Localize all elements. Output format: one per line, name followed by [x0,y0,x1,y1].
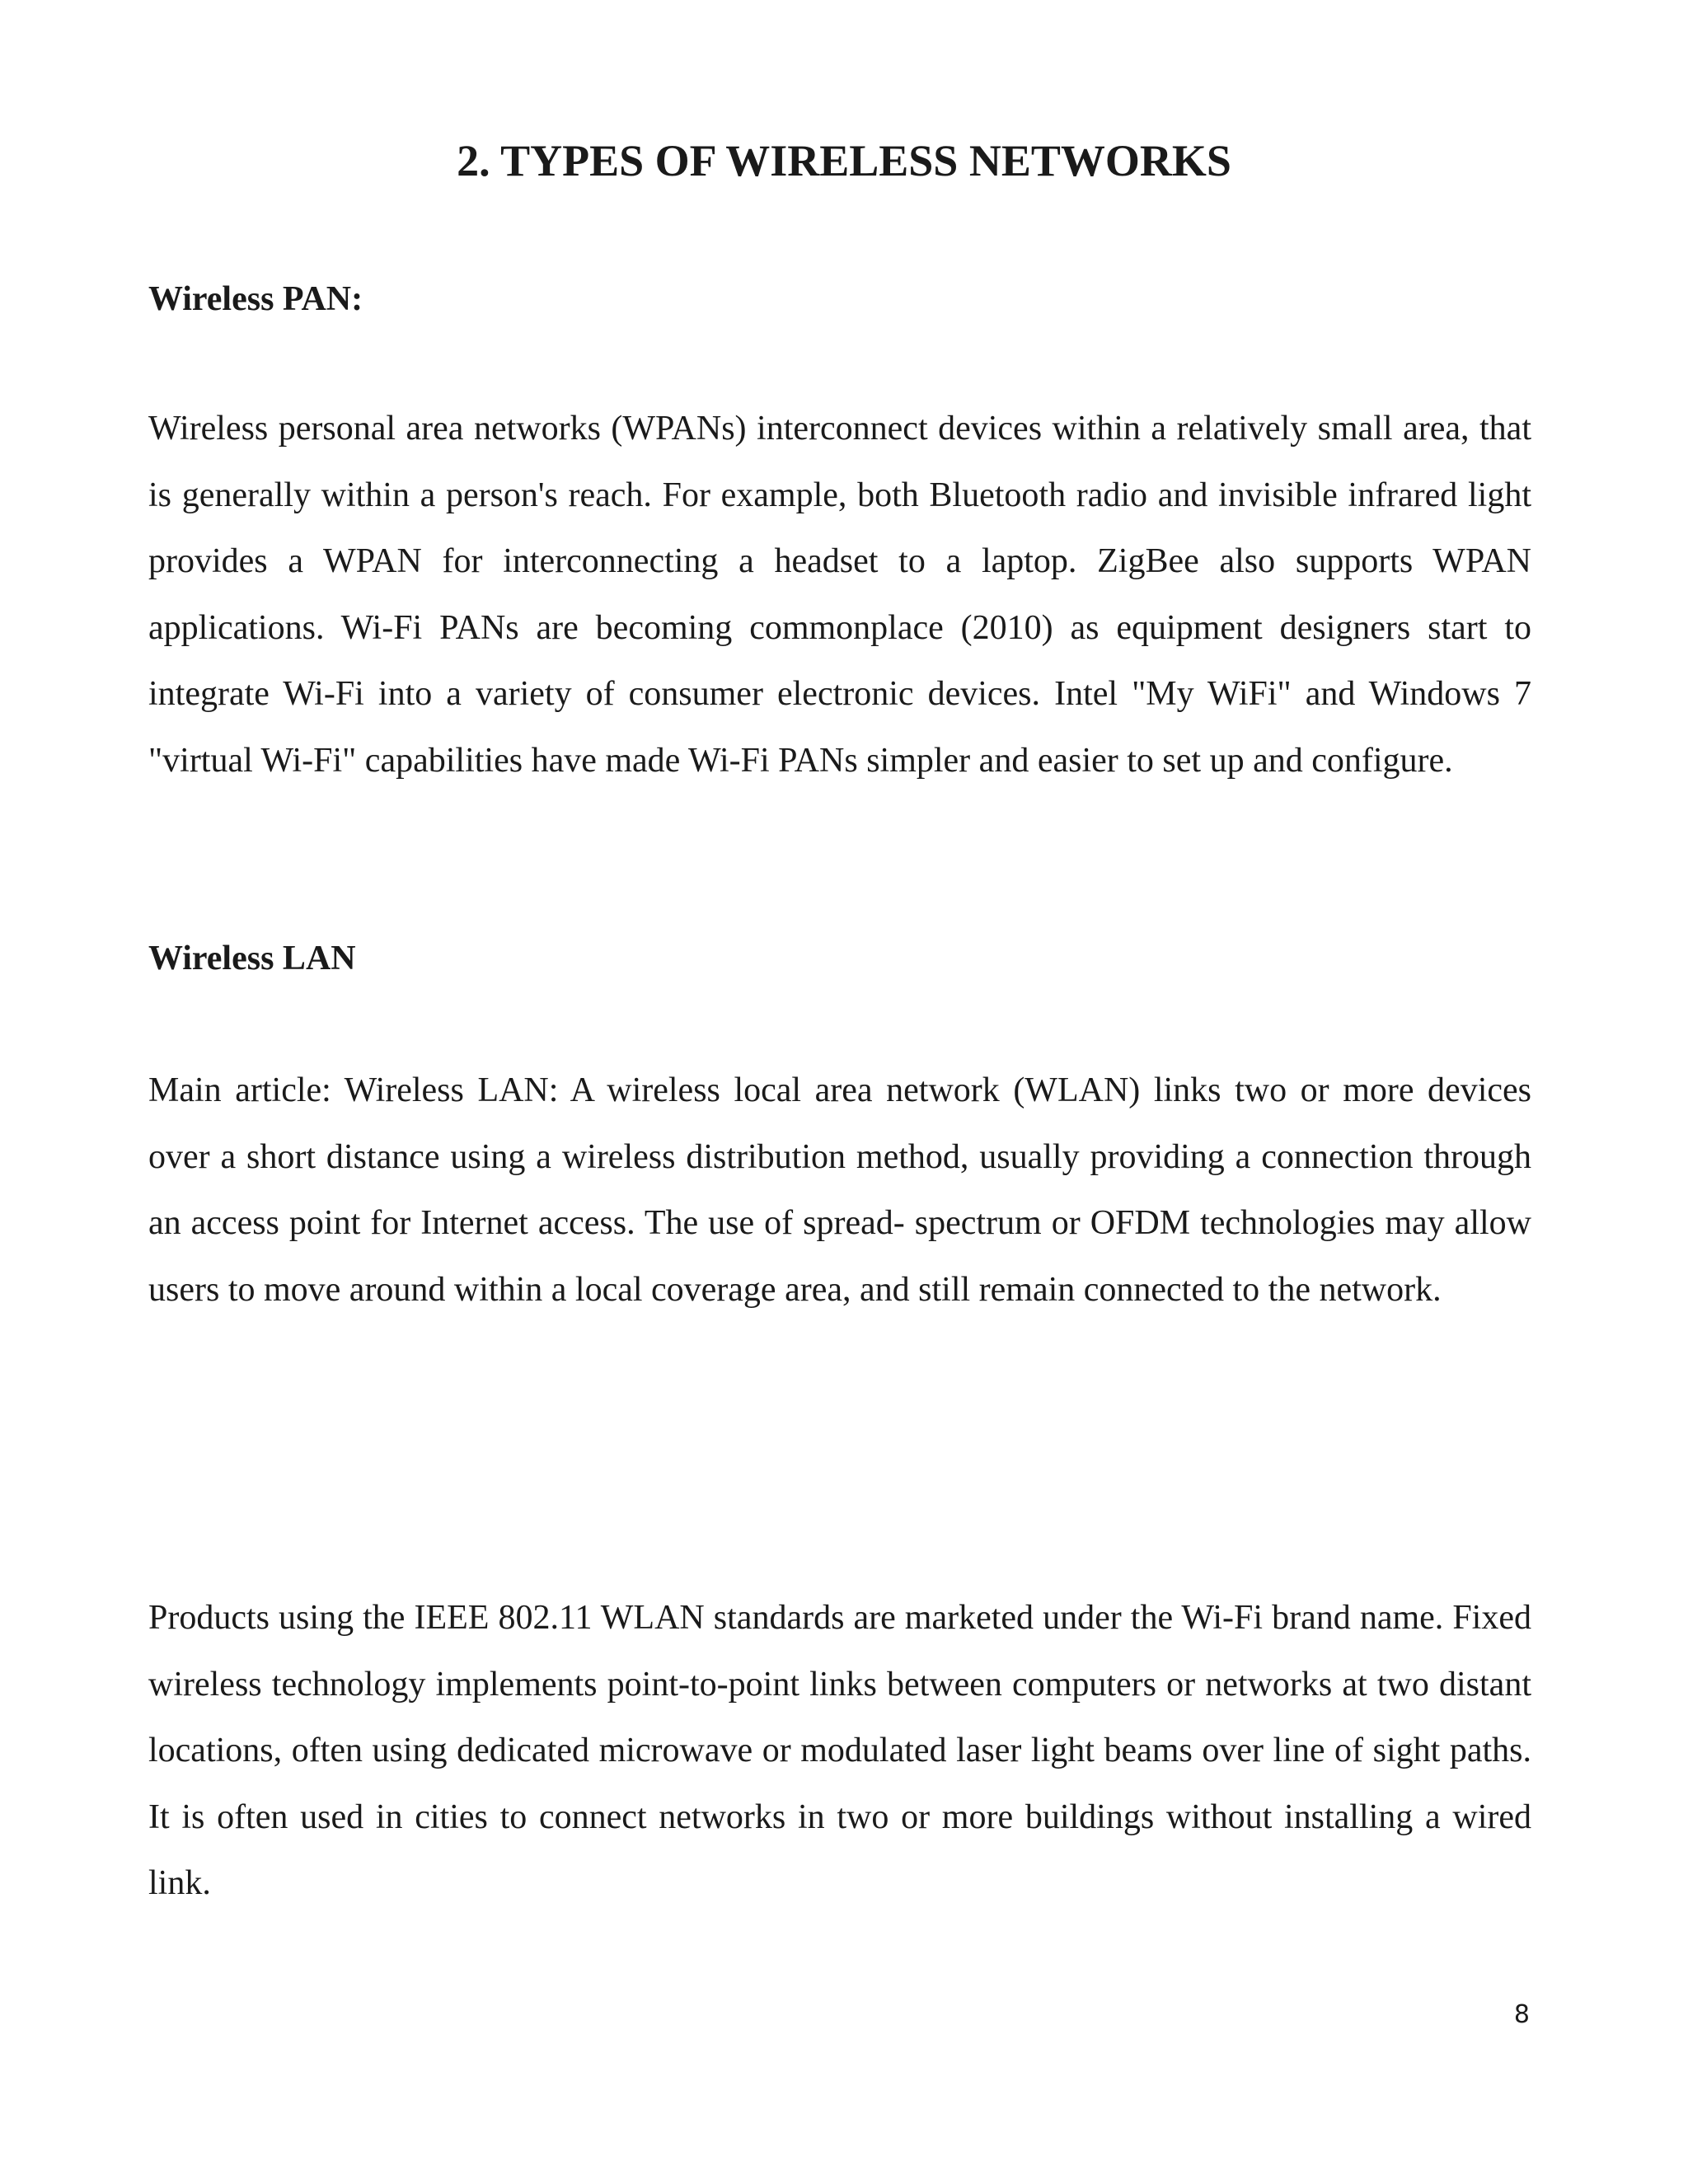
page-number: 8 [1513,2000,1530,2029]
paragraph-ieee-products: Products using the IEEE 802.11 WLAN standards are marketed under the Wi-Fi brand name. Fixed wireless technology implements point-to-point links between computers or networks at two distant locations, often using dedicated microwave or modulated laser light beams over line of sight paths. It is often used in cities to connect networks in two or more buildings without installing a wired link. [148,1599,1531,1902]
paragraph-wireless-lan: Main article: Wireless LAN: A wireless local area network (WLAN) links two or more devices over a short distance using a wireless distribution method, usually providing a connection through an access point for Internet access. The use of spread- spectrum or OFDM technologies may allow users to move around within a local coverage area, and still remain connected to the network. [148,1071,1531,1309]
page-title: 2. TYPES OF WIRELESS NETWORKS [457,136,1231,185]
section-heading-wireless-pan: Wireless PAN: [148,280,363,318]
section-heading-wireless-lan: Wireless LAN [148,940,356,977]
paragraph-wireless-pan: Wireless personal area networks (WPANs) interconnect devices within a relatively small area, that is generally within a person's reach. For example, both Bluetooth radio and invisible infrared light provides a WPAN for interconnecting a headset to a laptop. ZigBee also supports WPAN applications. Wi-Fi PANs are becoming commonplace (2010) as equipment designers start to integrate Wi-Fi into a variety of consumer electronic devices. Intel "My WiFi" and Windows 7 "virtual Wi-Fi" capabilities have made Wi-Fi PANs simpler and easier to set up and configure. [148,410,1531,780]
